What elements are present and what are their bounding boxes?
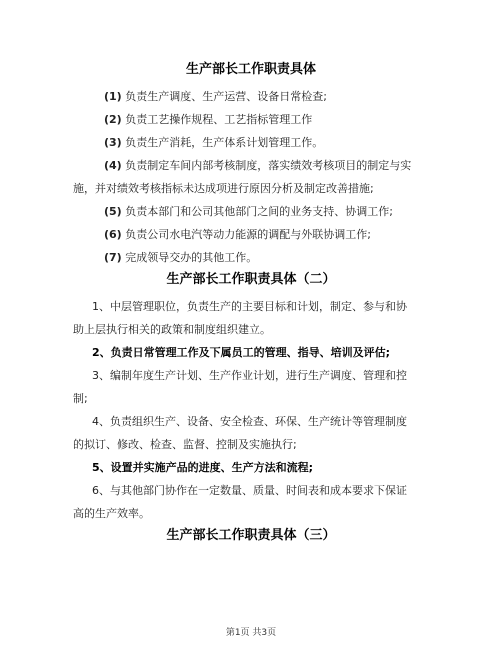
item-number: (4) bbox=[104, 159, 122, 172]
duty-item-4 bbox=[104, 159, 411, 173]
duty2-item-3: 3、编制年度生产计划、生产作业计划，进行生产调度、管理和控 bbox=[92, 369, 407, 382]
duty2-item-4: 4、负责组织生产、设备、安全检查、环保、生产统计等管理制度 bbox=[92, 415, 407, 428]
item-text: 完成领导交办的其他工作。 bbox=[125, 251, 258, 264]
section2-title: 生产部长工作职责具体（二） bbox=[166, 272, 336, 287]
duty-item-7 bbox=[104, 251, 257, 265]
duty-item-5 bbox=[104, 205, 393, 219]
duty2-item-2: 2、负责日常管理工作及下属员工的管理、指导、培训及评估; bbox=[92, 346, 391, 359]
duty-item-6 bbox=[104, 228, 371, 242]
item-number: (2) bbox=[104, 113, 122, 126]
item-text: 负责本部门和公司其他部门之间的业务支持、协调工作; bbox=[125, 205, 393, 218]
item-text: 负责工艺操作规程、工艺指标管理工作 bbox=[125, 113, 313, 126]
item-number: (1) bbox=[104, 90, 122, 103]
duty2-item-1: 1、中层管理职位，负责生产的主要目标和计划，制定、参与和协 bbox=[92, 300, 407, 313]
item-text: 负责生产消耗，生产体系计划管理工作。 bbox=[125, 136, 324, 149]
item-text: 负责制定车间内部考核制度，落实绩效考核项目的制定与实 bbox=[125, 159, 412, 172]
duty2-item-3-continuation: 制; bbox=[73, 392, 88, 405]
duty-item-4-continuation: 施，并对绩效考核指标未达成项进行原因分析及制定改善措施; bbox=[73, 182, 374, 195]
item-number: (3) bbox=[104, 136, 122, 149]
duty-item-3 bbox=[104, 136, 323, 150]
item-number: (6) bbox=[104, 228, 122, 241]
duty-item-1 bbox=[104, 90, 327, 104]
section1-title: 生产部长工作职责具体 bbox=[185, 62, 316, 77]
duty-item-2 bbox=[104, 113, 312, 127]
page-footer: 第1页 共3页 bbox=[225, 628, 277, 638]
duty2-item-6-continuation: 高的生产效率。 bbox=[73, 507, 150, 520]
item-number: (7) bbox=[104, 251, 122, 264]
duty2-item-1-continuation: 助上层执行相关的政策和制度组织建立。 bbox=[73, 323, 271, 336]
item-number: (5) bbox=[104, 205, 122, 218]
section3-title: 生产部长工作职责具体（三） bbox=[166, 528, 336, 543]
item-text: 负责生产调度、生产运营、设备日常检查; bbox=[125, 90, 327, 103]
duty2-item-4-continuation: 的拟订、修改、检查、监督、控制及实施执行; bbox=[73, 438, 297, 451]
item-text: 负责公司水电汽等动力能源的调配与外联协调工作; bbox=[125, 228, 371, 241]
duty2-item-5: 5、设置并实施产品的进度、生产方法和流程; bbox=[92, 461, 314, 474]
duty2-item-6: 6、与其他部门协作在一定数量、质量、时间表和成本要求下保证 bbox=[92, 484, 407, 497]
